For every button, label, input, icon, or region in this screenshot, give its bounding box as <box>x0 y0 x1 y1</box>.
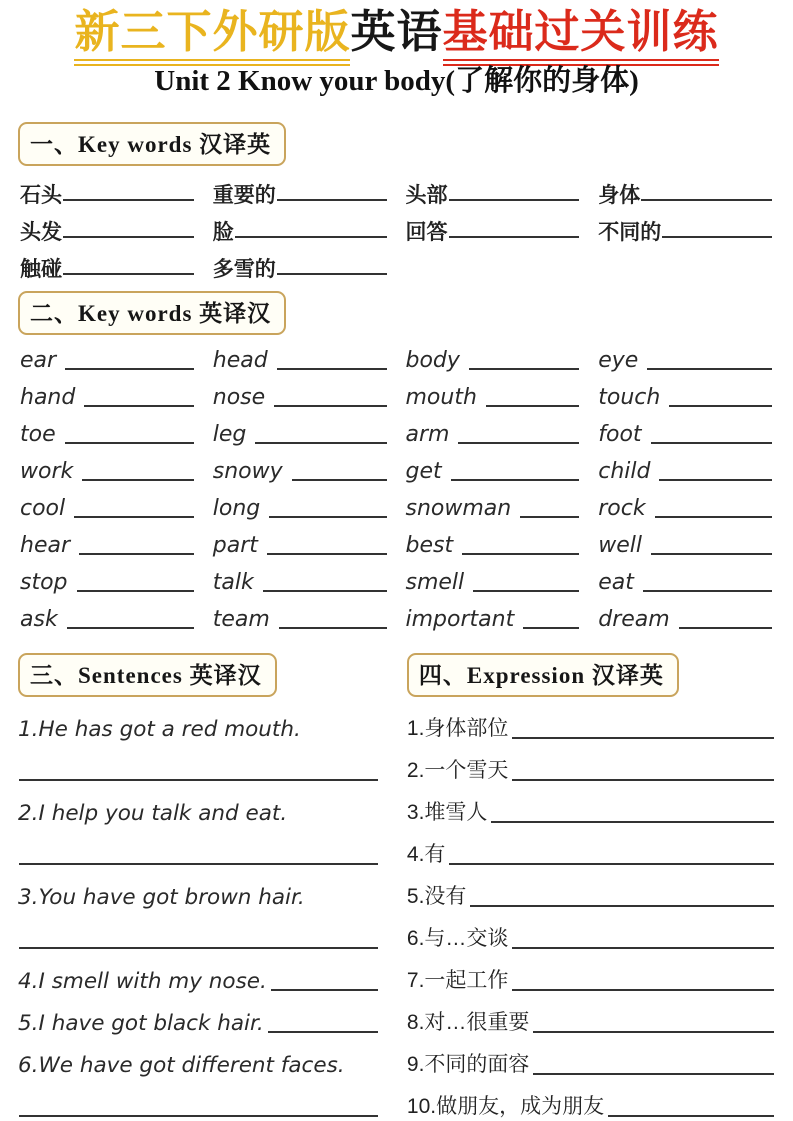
answer-blank <box>523 607 579 629</box>
title-subject: 英语 <box>350 5 443 58</box>
keyword-label: 头发 <box>20 220 62 244</box>
answer-blank <box>277 348 387 370</box>
keyword-cell <box>212 253 388 281</box>
word-cell <box>213 459 388 483</box>
answer-blank <box>533 1073 774 1075</box>
section2-header-box: 二、Key words 英译汉 <box>18 291 286 335</box>
word-cell <box>406 348 581 372</box>
answer-blank <box>269 496 386 518</box>
answer-blank <box>235 216 387 238</box>
keyword-cell <box>405 179 581 207</box>
word-label: work <box>20 458 74 484</box>
expression-label: 10.做朋友，成为朋友 <box>406 1094 605 1118</box>
sentence-text: 2.I help you talk and eat. <box>18 800 288 826</box>
expression-label: 2.一个雪天 <box>406 758 509 782</box>
sentence-row-inline-blank <box>18 959 379 1001</box>
word-cell <box>406 422 581 446</box>
word-cell <box>20 607 195 631</box>
keyword-grid-en <box>20 348 773 631</box>
answer-blank <box>659 459 772 481</box>
answer-blank <box>263 570 387 592</box>
sentence-text: 5.I have got black hair. <box>18 1010 264 1036</box>
expression-row <box>407 1001 775 1043</box>
answer-blank <box>79 533 194 555</box>
answer-blank <box>458 422 579 444</box>
expression-label: 4.有 <box>406 842 446 866</box>
word-label: smell <box>405 569 465 595</box>
answer-blank <box>74 496 194 518</box>
word-cell <box>213 607 388 631</box>
word-label: leg <box>212 421 247 447</box>
keyword-label: 触碰 <box>20 257 62 281</box>
section-sentences <box>18 641 379 1121</box>
word-cell <box>20 496 195 520</box>
expression-label: 9.不同的面容 <box>406 1052 530 1076</box>
word-cell <box>20 348 195 372</box>
answer-blank <box>277 253 387 275</box>
answer-blank <box>608 1115 774 1117</box>
answer-blank <box>669 385 772 407</box>
answer-blank <box>462 533 579 555</box>
expression-label: 3.堆雪人 <box>406 800 488 824</box>
word-cell <box>598 607 773 631</box>
answer-blank <box>520 496 579 518</box>
sentence-text: 4.I smell with my nose. <box>18 968 267 994</box>
expression-label: 1.身体部位 <box>406 716 509 740</box>
answer-blank <box>271 989 378 991</box>
word-cell <box>598 348 773 372</box>
expression-row <box>407 791 775 833</box>
expression-row <box>407 1085 775 1121</box>
sentence-answer-row <box>18 833 379 875</box>
answer-blank <box>655 496 772 518</box>
word-label: mouth <box>405 384 477 410</box>
word-cell <box>406 533 581 557</box>
answer-blank <box>63 179 194 201</box>
answer-blank <box>470 905 774 907</box>
answer-blank <box>473 570 579 592</box>
section-keywords-en-to-cn <box>18 277 775 631</box>
keyword-label: 头部 <box>405 183 448 207</box>
page-title <box>18 6 775 58</box>
keyword-cell <box>405 216 581 244</box>
word-label: toe <box>20 421 56 447</box>
word-label: snowy <box>212 458 283 484</box>
word-label: best <box>405 532 454 558</box>
word-label: snowman <box>405 495 512 521</box>
sentence-rows <box>18 707 379 1121</box>
expression-row <box>407 875 775 917</box>
answer-blank <box>65 422 194 444</box>
sentence-row-inline-blank <box>18 1001 379 1043</box>
answer-blank <box>449 863 774 865</box>
word-cell <box>598 570 773 594</box>
sentence-text: 1.He has got a red mouth. <box>18 716 301 742</box>
section1-header-box: 一、Key words 汉译英 <box>18 122 286 166</box>
sentence-answer-row <box>18 917 379 959</box>
keyword-label: 身体 <box>598 183 641 207</box>
expression-label: 7.一起工作 <box>406 968 509 992</box>
word-cell <box>213 385 388 409</box>
word-label: long <box>212 495 261 521</box>
word-label: team <box>212 606 270 632</box>
word-label: well <box>598 532 643 558</box>
keyword-label: 重要的 <box>212 183 276 207</box>
word-cell <box>213 348 388 372</box>
word-cell <box>20 385 195 409</box>
word-label: eat <box>598 569 634 595</box>
unit-subtitle: Unit 2 Know your body(了解你的身体) <box>154 64 639 97</box>
word-label: cool <box>20 495 66 521</box>
keyword-label: 回答 <box>405 220 448 244</box>
sentence-row <box>18 791 379 833</box>
word-cell <box>598 533 773 557</box>
keyword-label: 不同的 <box>598 220 662 244</box>
answer-blank <box>82 459 194 481</box>
keyword-grid-cn <box>20 179 773 281</box>
sentence-answer-row <box>18 749 379 791</box>
answer-blank <box>277 179 387 201</box>
word-label: nose <box>212 384 266 410</box>
word-label: part <box>212 532 258 558</box>
keyword-cell <box>212 216 388 244</box>
keyword-cell <box>598 179 773 207</box>
answer-blank <box>469 348 579 370</box>
expression-rows <box>407 707 775 1121</box>
section-expressions <box>407 641 775 1121</box>
word-cell <box>20 570 195 594</box>
answer-blank <box>19 779 378 781</box>
sentence-text: 3.You have got brown hair. <box>18 884 305 910</box>
answer-blank <box>63 253 194 275</box>
sentence-row <box>18 875 379 917</box>
answer-blank <box>268 1031 378 1033</box>
lower-two-columns <box>18 641 775 1121</box>
answer-blank <box>512 989 774 991</box>
keyword-label: 多雪的 <box>212 257 276 281</box>
word-label: dream <box>598 606 670 632</box>
word-label: talk <box>212 569 254 595</box>
answer-blank <box>486 385 579 407</box>
word-cell <box>406 385 581 409</box>
answer-blank <box>491 821 774 823</box>
answer-blank <box>662 216 772 238</box>
expression-row <box>407 833 775 875</box>
section4-header-box: 四、Expression 汉译英 <box>407 653 679 697</box>
word-cell <box>598 496 773 520</box>
keyword-cell <box>20 179 195 207</box>
answer-blank <box>679 607 772 629</box>
word-cell <box>406 459 581 483</box>
answer-blank <box>292 459 387 481</box>
keyword-cell <box>20 253 195 281</box>
answer-blank <box>449 216 580 238</box>
word-cell <box>213 496 388 520</box>
word-cell <box>20 533 195 557</box>
word-cell <box>213 533 388 557</box>
answer-blank <box>19 1115 378 1117</box>
keyword-cell <box>20 216 195 244</box>
keyword-cell <box>598 216 773 244</box>
answer-blank <box>651 422 772 444</box>
answer-blank <box>449 179 580 201</box>
expression-row <box>407 917 775 959</box>
word-label: rock <box>598 495 646 521</box>
word-cell <box>213 570 388 594</box>
answer-blank <box>19 947 378 949</box>
word-label: arm <box>405 421 450 447</box>
word-cell <box>598 385 773 409</box>
word-label: important <box>405 606 515 632</box>
section-keywords-cn-to-en <box>18 110 775 281</box>
word-label: stop <box>20 569 68 595</box>
word-label: child <box>598 458 651 484</box>
answer-blank <box>512 737 774 739</box>
expression-label: 8.对…很重要 <box>406 1010 530 1034</box>
word-label: hear <box>20 532 71 558</box>
word-cell <box>20 422 195 446</box>
sentence-row <box>18 1043 379 1085</box>
word-label: eye <box>598 347 639 373</box>
expression-row <box>407 749 775 791</box>
answer-blank <box>512 947 774 949</box>
sentence-answer-row <box>18 1085 379 1121</box>
keyword-label: 石头 <box>20 183 62 207</box>
word-cell <box>406 570 581 594</box>
word-cell <box>598 459 773 483</box>
word-cell <box>213 422 388 446</box>
word-label: foot <box>598 421 642 447</box>
answer-blank <box>451 459 580 481</box>
answer-blank <box>279 607 387 629</box>
word-cell <box>598 422 773 446</box>
expression-label: 5.没有 <box>406 884 467 908</box>
answer-blank <box>512 779 774 781</box>
word-cell <box>406 607 581 631</box>
answer-blank <box>641 179 772 201</box>
expression-row <box>407 1043 775 1085</box>
answer-blank <box>651 533 772 555</box>
expression-label: 6.与…交谈 <box>406 926 509 950</box>
word-label: get <box>405 458 442 484</box>
title-highlight: 基础过关训练 <box>443 5 719 66</box>
answer-blank <box>267 533 387 555</box>
expression-row <box>407 707 775 749</box>
section3-header-box: 三、Sentences 英译汉 <box>18 653 277 697</box>
word-label: head <box>212 347 268 373</box>
expression-row <box>407 959 775 1001</box>
answer-blank <box>255 422 386 444</box>
word-label: hand <box>20 384 76 410</box>
word-cell <box>406 496 581 520</box>
sentence-text: 6.We have got different faces. <box>18 1052 345 1078</box>
sentence-row <box>18 707 379 749</box>
answer-blank <box>63 216 194 238</box>
word-label: body <box>405 347 460 373</box>
word-label: touch <box>598 384 661 410</box>
answer-blank <box>84 385 193 407</box>
title-brand: 新三下外研版 <box>74 5 350 66</box>
answer-blank <box>533 1031 774 1033</box>
keyword-cell <box>212 179 388 207</box>
answer-blank <box>77 570 194 592</box>
word-label: ask <box>20 606 58 632</box>
answer-blank <box>274 385 386 407</box>
answer-blank <box>67 607 194 629</box>
word-cell <box>20 459 195 483</box>
answer-blank <box>647 348 772 370</box>
answer-blank <box>19 863 378 865</box>
answer-blank <box>643 570 772 592</box>
word-label: ear <box>20 347 57 373</box>
answer-blank <box>65 348 194 370</box>
keyword-label: 脸 <box>212 220 234 244</box>
